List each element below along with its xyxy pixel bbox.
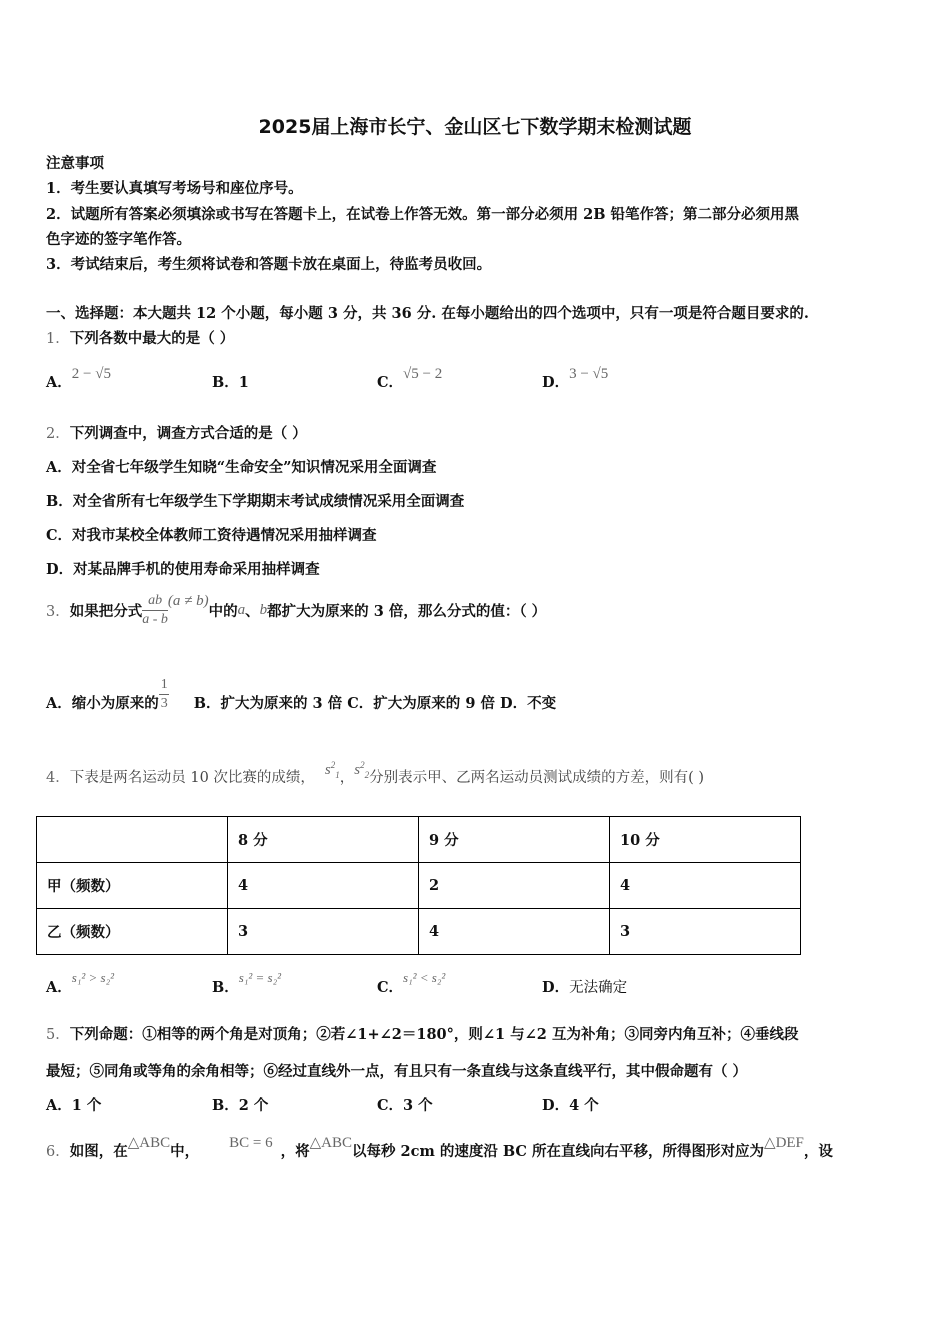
q1-option-d	[542, 362, 609, 391]
table-cell: 2	[419, 863, 610, 909]
option-math: s₁² = s₂²	[238, 970, 281, 985]
q4-option-b	[212, 966, 281, 996]
fraction-one-third: $\frac{1}{3}$	[160, 677, 168, 711]
q2-option-c: C．对我市某校全体教师工资待遇情况采用抽样调查	[46, 527, 377, 544]
question-2	[46, 422, 307, 443]
notice-item: 色字迹的签字笔作答。	[46, 231, 191, 248]
q3-options-bcd: B．扩大为原来的 3 倍 C．扩大为原来的 9 倍 D．不变	[193, 695, 557, 712]
page-title: 2025届上海市长宁、金山区七下数学期末检测试题	[258, 116, 692, 138]
option-math: √5 − 2	[403, 366, 443, 382]
table-cell: 3	[610, 909, 801, 955]
table-cell: 甲（频数）	[37, 863, 228, 909]
question-stem: 下列调查中，调查方式合适的是（ ）	[69, 425, 307, 442]
q4-option-a	[46, 966, 114, 996]
question-5-line2: 最短；⑤同角或等角的余角相等；⑥经过直线外一点，有且只有一条直线与这条直线平行，其中假命题有（ ）	[46, 1063, 748, 1080]
question-number: 1．	[46, 331, 70, 347]
table-cell: 8 分	[228, 817, 419, 863]
option-math: 2 − √5	[71, 366, 111, 382]
stem-text: 下表是两名运动员 10 次比赛的成绩，	[69, 770, 315, 786]
triangle-def: △DEF	[764, 1135, 804, 1151]
q2-option-b: B．对全省所有七年级学生下学期期末考试成绩情况采用全面调查	[46, 493, 465, 510]
option-label: C．	[377, 374, 404, 391]
option-label: D．	[542, 979, 570, 996]
condition: (a ≠ b)	[167, 593, 209, 609]
table-cell: 3	[228, 909, 419, 955]
q2-option-a: A．对全省七年级学生知晓“生命安全”知识情况采用全面调查	[46, 459, 437, 476]
question-4: 4．下表是两名运动员 10 次比赛的成绩， $s^2_1$，$s^2_2$分别表示甲、乙两名运动员测试成绩的方差，则有( )	[46, 760, 705, 786]
table-cell: 4	[610, 863, 801, 909]
q5-option-c: C．3 个	[377, 1097, 433, 1114]
question-number: 4．	[46, 770, 70, 786]
q1-option-b	[212, 371, 249, 392]
q3-options	[46, 676, 556, 713]
table-cell: 9 分	[419, 817, 610, 863]
q5-option-d: D．4 个	[542, 1097, 599, 1114]
triangle-abc: △ABC	[309, 1135, 352, 1151]
fraction-ab-over-a-minus-b: $\frac{ab}{a - b}$	[142, 593, 168, 627]
stem-text: 如果把分式	[69, 603, 143, 620]
option-math: s₁² < s₂²	[403, 970, 446, 985]
triangle-abc: △ABC	[127, 1135, 171, 1151]
option-label: A．	[46, 374, 72, 391]
option-math: s₁² > s₂²	[71, 970, 114, 985]
option-math: 3 − √5	[569, 366, 609, 382]
option-label: B．	[212, 374, 239, 391]
question-number: 3．	[46, 604, 70, 620]
question-5	[46, 1023, 798, 1044]
table-cell: 10 分	[610, 817, 801, 863]
q5-option-a: A．1 个	[46, 1097, 102, 1114]
question-number: 5．	[46, 1027, 70, 1043]
q4-option-c	[377, 966, 446, 996]
q3-option-a: A．缩小为原来的	[46, 695, 159, 712]
question-1	[46, 327, 234, 348]
table-cell	[37, 817, 228, 863]
option-label: B．	[212, 979, 239, 996]
table-row	[37, 863, 801, 909]
section-heading: 一、选择题：本大题共 12 个小题，每小题 3 分，共 36 分. 在每小题给出的四个选项中，只有一项是符合题目要求的.	[46, 305, 809, 322]
notice-item: 1．考生要认真填写考场号和座位序号。	[46, 180, 303, 197]
question-number: 2．	[46, 426, 70, 442]
option-label: A．	[46, 979, 72, 996]
table-cell: 4	[419, 909, 610, 955]
question-stem: 下列各数中最大的是（ ）	[69, 330, 235, 347]
table-cell: 4	[228, 863, 419, 909]
question-3: 3．如果把分式 $\frac{ab}{a - b}$ (a ≠ b)中的a、b都扩大为原来的 3 倍，那么分式的值：（ ）	[46, 593, 547, 627]
q1-option-c	[377, 362, 443, 391]
bc-equals-6: BC = 6	[229, 1135, 273, 1151]
variance-s1: $s^2_1$	[324, 760, 340, 780]
q1-option-a	[46, 362, 111, 391]
notice-item: 3．考试结束后，考生须将试卷和答题卡放在桌面上，待监考员收回。	[46, 256, 492, 273]
q4-option-d	[542, 976, 627, 997]
q2-option-d: D．对某品牌手机的使用寿命采用抽样调查	[46, 561, 320, 578]
option-text: 1	[238, 374, 249, 391]
table-cell: 乙（频数）	[37, 909, 228, 955]
table-row	[37, 909, 801, 955]
question-6: 6．如图，在△ABC中， BC = 6 ，将△ABC以每秒 2cm 的速度沿 BC 所在直线向右平移，所得图形对应为△DEF，设	[46, 1135, 833, 1160]
question-stem: 下列命题：①相等的两个角是对顶角；②若∠1+∠2＝180°，则∠1 与∠2 互为补角；③同旁内角互补；④垂线段	[69, 1026, 799, 1043]
score-table	[36, 816, 801, 955]
q5-option-b: B．2 个	[212, 1097, 269, 1114]
option-text: 无法确定	[569, 980, 628, 996]
option-label: C．	[377, 979, 404, 996]
question-number: 6．	[46, 1144, 70, 1160]
table-header-row	[37, 817, 801, 863]
variance-s2: $s^2_2$	[354, 760, 370, 780]
notice-item: 2．试题所有答案必须填涂或书写在答题卡上，在试卷上作答无效。第一部分必须用 2B 铅笔作答；第二部分必须用黑	[46, 206, 800, 223]
option-label: D．	[542, 374, 570, 391]
notice-heading: 注意事项	[46, 155, 104, 172]
